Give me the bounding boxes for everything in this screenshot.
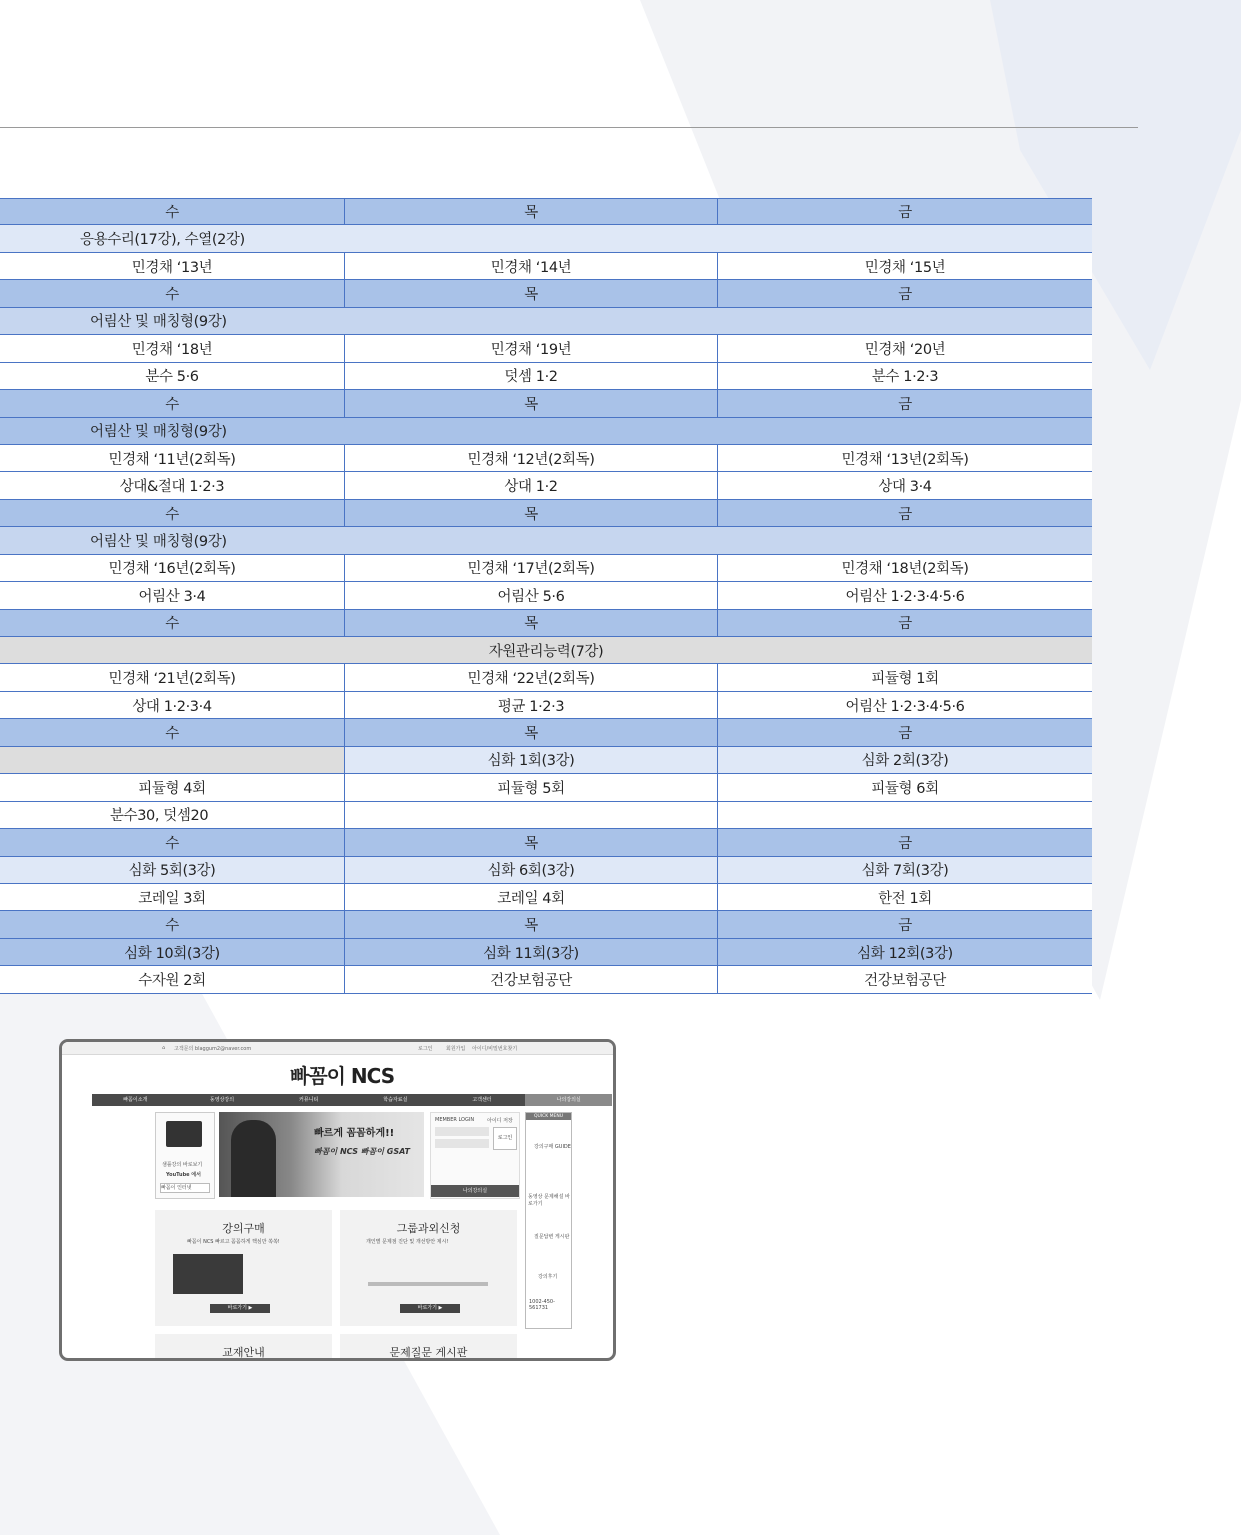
schedule-header-row bbox=[0, 280, 1092, 307]
schedule-row bbox=[0, 527, 1092, 554]
weekly-schedule-table bbox=[0, 198, 1092, 994]
schedule-cell: 건강보험공단 bbox=[718, 966, 1092, 992]
schedule-cell: 민경채 ‘22년(2회독) bbox=[345, 664, 718, 690]
youtube-caption: 샘플강의 바로보기 bbox=[162, 1162, 203, 1168]
schedule-cell: 평균 1·2·3 bbox=[345, 692, 718, 718]
schedule-row bbox=[0, 939, 1092, 966]
schedule-cell: 수자원 2회 bbox=[0, 966, 345, 992]
card-go-button[interactable]: 바로가기 ▶ bbox=[400, 1304, 460, 1313]
schedule-cell: 민경채 ‘18년(2회독) bbox=[718, 555, 1092, 581]
schedule-cell: 피듈형 4회 bbox=[0, 774, 345, 800]
schedule-cell: 심화 6회(3강) bbox=[345, 857, 718, 883]
schedule-cell: 한전 1회 bbox=[718, 884, 1092, 910]
schedule-cell: 민경채 ‘11년(2회독) bbox=[0, 445, 345, 471]
site-top-bar bbox=[62, 1042, 613, 1055]
schedule-row bbox=[0, 445, 1092, 472]
quick-menu-review[interactable]: 강의후기 bbox=[538, 1274, 558, 1280]
contact-email: 고객문의 blaggum2@naver.com bbox=[174, 1046, 252, 1052]
quick-menu-video[interactable]: 동영상 문제해설 바로가기 bbox=[528, 1194, 570, 1207]
video-thumbnail bbox=[173, 1254, 243, 1294]
day-header: 목 bbox=[345, 610, 718, 636]
day-header: 목 bbox=[345, 280, 718, 306]
schedule-row bbox=[0, 335, 1092, 362]
save-id-checkbox[interactable]: 아이디 저장 bbox=[487, 1118, 513, 1124]
card-group-tutoring[interactable] bbox=[340, 1210, 517, 1326]
schedule-cell bbox=[345, 802, 718, 828]
schedule-cell: 상대&절대 1·2·3 bbox=[0, 472, 345, 498]
schedule-cell: 어림산 1·2·3·4·5·6 bbox=[718, 692, 1092, 718]
schedule-header-row bbox=[0, 911, 1092, 938]
schedule-header-row bbox=[0, 719, 1092, 746]
card-title: 문제질문 게시판 bbox=[389, 1346, 468, 1359]
schedule-row bbox=[0, 363, 1092, 390]
schedule-cell: 심화 1회(3강) bbox=[345, 747, 718, 773]
schedule-cell: 상대 1·2 bbox=[345, 472, 718, 498]
day-header: 목 bbox=[345, 829, 718, 855]
site-logo: 빠꼼이 NCS bbox=[290, 1064, 395, 1088]
site-nav-item[interactable]: 빠꼼이소개 bbox=[123, 1097, 148, 1103]
progress-slider bbox=[368, 1282, 488, 1286]
schedule-cell: 심화 5회(3강) bbox=[0, 857, 345, 883]
schedule-row bbox=[0, 747, 1092, 774]
schedule-cell: 분수 5·6 bbox=[0, 363, 345, 389]
banner-headline: 빠르게 꼼꼼하게!! bbox=[314, 1128, 395, 1139]
site-nav bbox=[92, 1094, 612, 1106]
day-header: 수 bbox=[0, 390, 345, 416]
banner-brands: 빠꼼이 NCS 빠꼼이 GSAT bbox=[314, 1147, 410, 1156]
day-header: 목 bbox=[345, 719, 718, 745]
quick-menu-title: QUICK MENU bbox=[526, 1113, 571, 1120]
schedule-row bbox=[0, 472, 1092, 499]
schedule-cell: 민경채 ‘21년(2회독) bbox=[0, 664, 345, 690]
schedule-header-row bbox=[0, 198, 1092, 225]
devices-icon bbox=[166, 1121, 202, 1147]
schedule-cell: 민경채 ‘13년(2회독) bbox=[718, 445, 1092, 471]
schedule-row bbox=[0, 418, 1092, 445]
schedule-cell: 상대 1·2·3·4 bbox=[0, 692, 345, 718]
schedule-cell: 민경채 ‘20년 bbox=[718, 335, 1092, 361]
schedule-cell: 어림산 1·2·3·4·5·6 bbox=[718, 582, 1092, 608]
site-nav-item[interactable]: 동영상강의 bbox=[209, 1097, 235, 1103]
day-header: 금 bbox=[718, 610, 1092, 636]
day-header: 수 bbox=[0, 280, 345, 306]
card-title: 강의구매 bbox=[222, 1222, 265, 1235]
schedule-row bbox=[0, 637, 1092, 664]
schedule-section-label: 자원관리능력(7강) bbox=[0, 637, 1092, 663]
schedule-cell: 피듈형 5회 bbox=[345, 774, 718, 800]
day-header: 금 bbox=[718, 911, 1092, 937]
card-subtitle: 개인별 문제점 진단 및 개선방안 제시! bbox=[366, 1239, 449, 1245]
card-go-button[interactable]: 바로가기 ▶ bbox=[210, 1304, 270, 1313]
schedule-cell: 덧셈 1·2 bbox=[345, 363, 718, 389]
schedule-cell: 분수30, 덧셈20 bbox=[0, 802, 345, 828]
schedule-cell: 건강보험공단 bbox=[345, 966, 718, 992]
schedule-section-label: 어림산 및 매칭형(9강) bbox=[0, 418, 1092, 444]
site-nav-item[interactable]: 나의강의실 bbox=[525, 1094, 612, 1106]
day-header: 금 bbox=[718, 280, 1092, 306]
schedule-cell: 민경채 ‘18년 bbox=[0, 335, 345, 361]
youtube-label: YouTube 에서 bbox=[166, 1172, 201, 1178]
day-header: 목 bbox=[345, 390, 718, 416]
card-qna-board[interactable] bbox=[340, 1334, 517, 1361]
schedule-cell: 어림산 3·4 bbox=[0, 582, 345, 608]
schedule-cell: 민경채 ‘15년 bbox=[718, 253, 1092, 279]
schedule-row bbox=[0, 966, 1092, 993]
schedule-section-label: 어림산 및 매칭형(9강) bbox=[0, 527, 1092, 553]
schedule-row bbox=[0, 774, 1092, 801]
day-header: 금 bbox=[718, 390, 1092, 416]
password-input[interactable] bbox=[435, 1139, 489, 1148]
schedule-header-row bbox=[0, 390, 1092, 417]
schedule-cell: 심화 11회(3강) bbox=[345, 939, 718, 965]
schedule-cell: 피듈형 6회 bbox=[718, 774, 1092, 800]
schedule-cell: 피듈형 1회 bbox=[718, 664, 1092, 690]
login-button[interactable]: 로그인 bbox=[493, 1127, 517, 1150]
day-header: 수 bbox=[0, 500, 345, 526]
schedule-cell: 분수 1·2·3 bbox=[718, 363, 1092, 389]
schedule-cell: 심화 12회(3강) bbox=[718, 939, 1092, 965]
schedule-section-label: 응용수리(17강), 수열(2강) bbox=[0, 225, 1092, 251]
schedule-cell: 민경채 ‘19년 bbox=[345, 335, 718, 361]
schedule-cell: 심화 10회(3강) bbox=[0, 939, 345, 965]
schedule-cell bbox=[718, 802, 1092, 828]
schedule-cell: 심화 2회(3강) bbox=[718, 747, 1092, 773]
schedule-row bbox=[0, 308, 1092, 335]
day-header: 목 bbox=[345, 911, 718, 937]
schedule-row bbox=[0, 884, 1092, 911]
day-header: 수 bbox=[0, 719, 345, 745]
sample-lecture-box[interactable] bbox=[155, 1112, 215, 1199]
schedule-row bbox=[0, 857, 1092, 884]
day-header: 수 bbox=[0, 911, 345, 937]
day-header: 금 bbox=[718, 719, 1092, 745]
card-lecture-purchase[interactable] bbox=[155, 1210, 332, 1326]
schedule-cell: 어림산 5·6 bbox=[345, 582, 718, 608]
find-account-link[interactable]: 아이디/비밀번호찾기 bbox=[472, 1046, 518, 1052]
schedule-cell: 민경채 ‘13년 bbox=[0, 253, 345, 279]
quick-menu-guide[interactable]: 강의구매 GUIDE bbox=[534, 1144, 571, 1150]
quick-menu-phone: 1002-450-561731 bbox=[529, 1299, 555, 1311]
join-link[interactable]: 회원가입 bbox=[446, 1046, 466, 1052]
schedule-row bbox=[0, 664, 1092, 691]
id-input[interactable] bbox=[435, 1127, 489, 1136]
schedule-row bbox=[0, 253, 1092, 280]
schedule-row bbox=[0, 582, 1092, 609]
schedule-cell: 민경채 ‘14년 bbox=[345, 253, 718, 279]
day-header: 금 bbox=[718, 500, 1092, 526]
card-title: 교재안내 bbox=[222, 1346, 265, 1359]
schedule-row bbox=[0, 692, 1092, 719]
quick-menu bbox=[525, 1112, 572, 1329]
site-nav-item[interactable]: 학습자료실 bbox=[383, 1097, 408, 1103]
card-subtitle: 빠꼼이 NCS 빠르고 꼼꼼하게 핵심만 쏙쏙! bbox=[187, 1239, 280, 1245]
login-link[interactable]: 로그인 bbox=[418, 1046, 433, 1052]
main-banner bbox=[219, 1112, 424, 1197]
schedule-row bbox=[0, 225, 1092, 252]
schedule-header-row bbox=[0, 610, 1092, 637]
card-title: 그룹과외신청 bbox=[396, 1222, 461, 1235]
schedule-cell: 민경채 ‘17년(2회독) bbox=[345, 555, 718, 581]
home-icon: ⌂ bbox=[162, 1045, 166, 1051]
schedule-cell: 상대 3·4 bbox=[718, 472, 1092, 498]
schedule-cell bbox=[0, 747, 345, 773]
day-header: 수 bbox=[0, 610, 345, 636]
schedule-section-label: 어림산 및 매칭형(9강) bbox=[0, 308, 1092, 334]
schedule-cell: 민경채 ‘16년(2회독) bbox=[0, 555, 345, 581]
day-header: 수 bbox=[0, 199, 345, 224]
login-title: MEMBER LOGIN bbox=[435, 1117, 475, 1123]
card-textbook[interactable] bbox=[155, 1334, 332, 1361]
schedule-header-row bbox=[0, 829, 1092, 856]
schedule-row bbox=[0, 555, 1092, 582]
day-header: 금 bbox=[718, 829, 1092, 855]
schedule-cell: 코레일 4회 bbox=[345, 884, 718, 910]
website-screenshot bbox=[59, 1039, 616, 1361]
quick-menu-qna[interactable]: 질문답변 게시판 bbox=[534, 1234, 570, 1240]
schedule-header-row bbox=[0, 500, 1092, 527]
day-header: 목 bbox=[345, 199, 718, 224]
header-divider bbox=[0, 127, 1138, 128]
member-login-box bbox=[430, 1112, 520, 1199]
instructor-photo bbox=[231, 1120, 276, 1197]
day-header: 금 bbox=[718, 199, 1092, 224]
schedule-cell: 코레일 3회 bbox=[0, 884, 345, 910]
site-nav-item[interactable]: 커뮤니티 bbox=[299, 1097, 319, 1103]
schedule-row bbox=[0, 802, 1092, 829]
day-header: 목 bbox=[345, 500, 718, 526]
site-nav-item[interactable]: 고객센터 bbox=[472, 1097, 492, 1103]
youtube-search[interactable]: 빠꼼이 인터넷 bbox=[160, 1183, 210, 1193]
schedule-cell: 심화 7회(3강) bbox=[718, 857, 1092, 883]
my-classroom-button[interactable]: 나의강의실 bbox=[431, 1185, 519, 1197]
schedule-cell: 민경채 ‘12년(2회독) bbox=[345, 445, 718, 471]
day-header: 수 bbox=[0, 829, 345, 855]
